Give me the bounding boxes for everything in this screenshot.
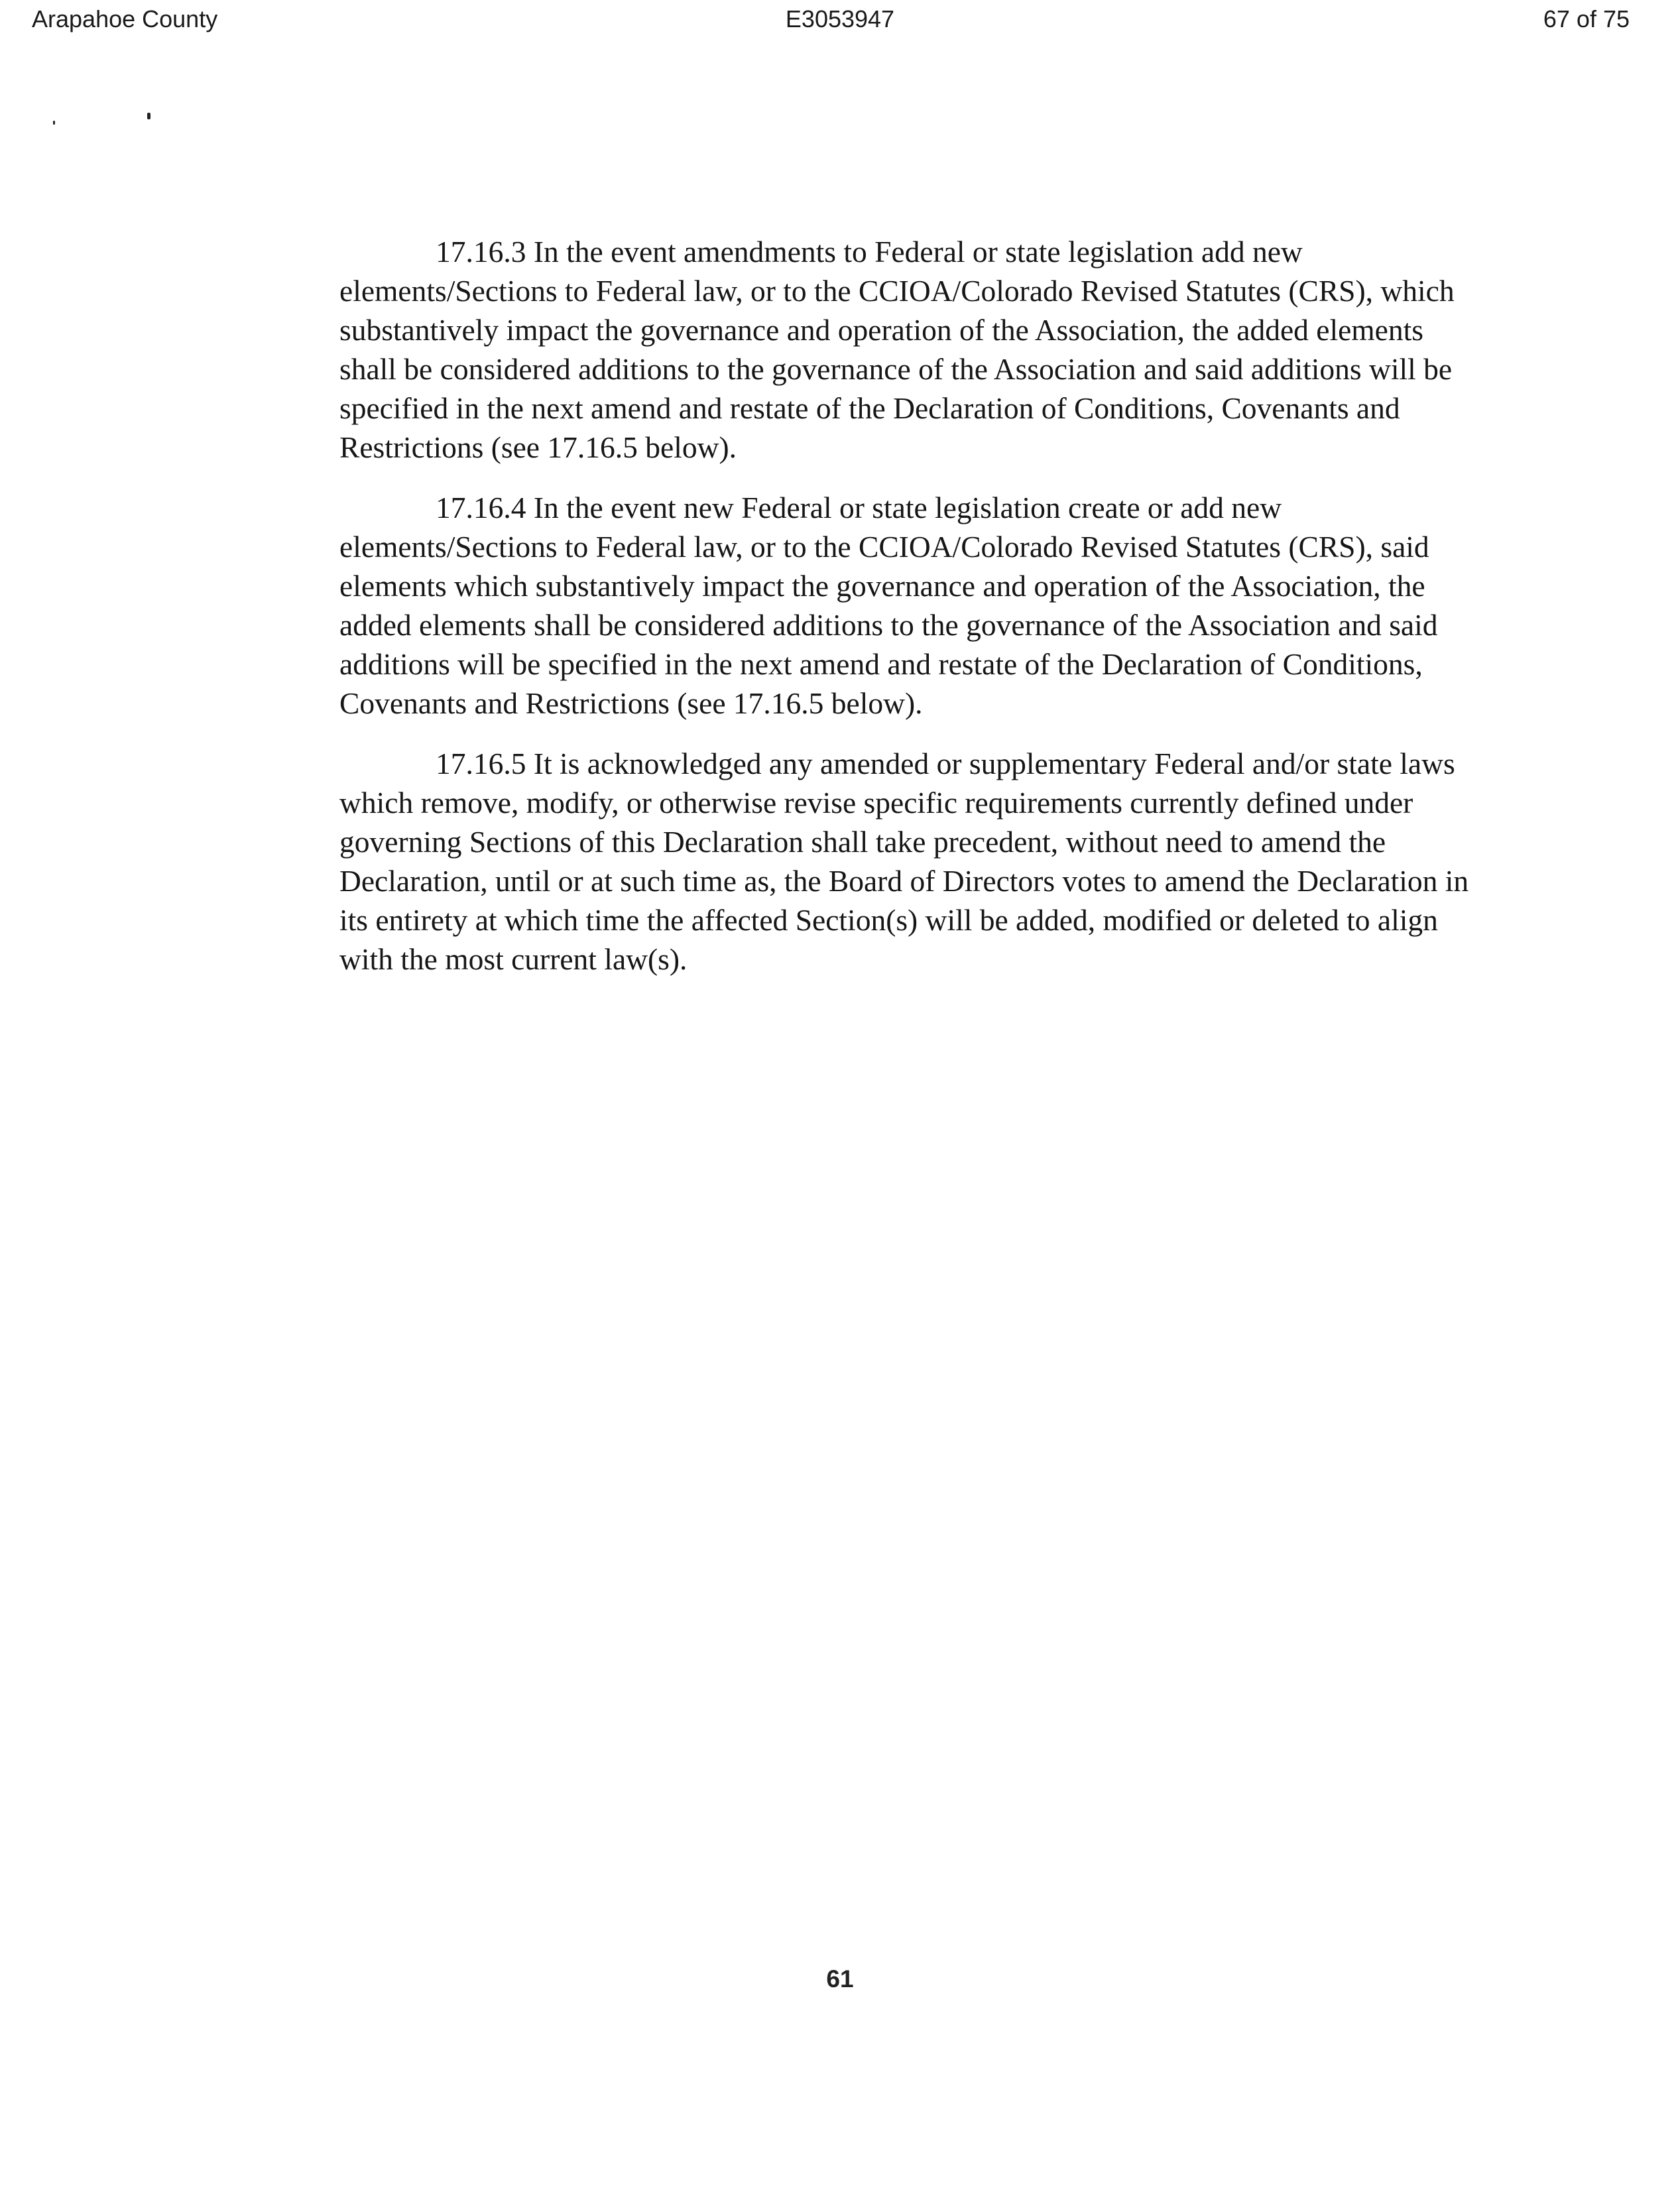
document-body — [339, 232, 1480, 1000]
paragraph-17-16-5: 17.16.5 It is acknowledged any amended or supplementary Federal and/or state laws which remove, modify, or otherwise revise specific requirements currently defined under governing Sections of this Declaration shall take precedent, without need to amend the Declaration, until or at such time as, the Board of Directors votes to amend the Declaration in its entirety at which time the affected Section(s) will be added, modified or deleted to align with the most current law(s). — [339, 747, 1469, 976]
paragraph-17-16-4: 17.16.4 In the event new Federal or state legislation create or add new elements/Sections to Federal law, or to the CCIOA/Colorado Revised Statutes (CRS), said elements which substantively impact the governance and operation of the Association, the added elements shall be considered additions to the governance of the Association and said additions will be specified in the next amend and restate of the Declaration of Conditions, Covenants and Restrictions (see 17.16.5 below). — [339, 491, 1438, 720]
reception-number: E3053947 — [785, 5, 895, 32]
scan-speck — [53, 121, 55, 125]
county-name: Arapahoe County — [32, 5, 218, 32]
page-count: 67 of 75 — [1543, 5, 1630, 32]
scan-specks — [53, 113, 186, 133]
page-header — [0, 5, 1680, 45]
page-number: 61 — [826, 1965, 854, 1992]
paragraph-17-16-3: 17.16.3 In the event amendments to Federal or state legislation add new elements/Sections to Federal law, or to the CCIOA/Colorado Revised Statutes (CRS), which substantively impact the governance and operation of the Association, the added elements shall be considered additions to the governance of the Association and said additions will be specified in the next amend and restate of the Declaration of Conditions, Covenants and Restrictions (see 17.16.5 below). — [339, 235, 1455, 464]
scan-speck — [147, 113, 150, 119]
